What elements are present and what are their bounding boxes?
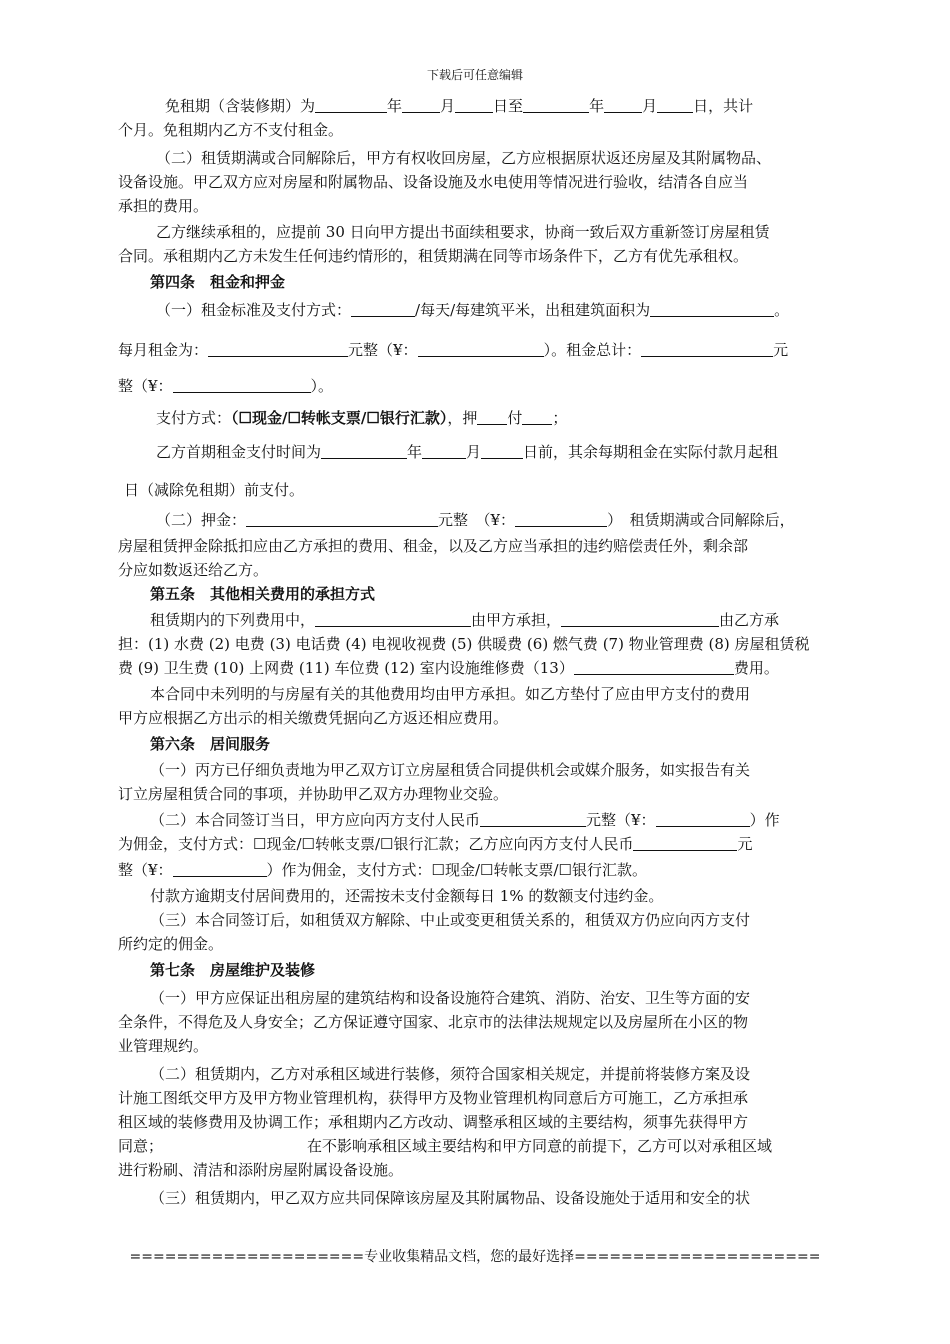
text-line: 合同。承租期内乙方未发生任何违约情形的，租赁期满在同等市场条件下，乙方有优先承租权。 [118,247,749,265]
section-heading: 第七条 房屋维护及装修 [150,961,316,979]
page-header: 下载后可任意编辑 [426,68,523,82]
text-line: （二）租赁期满或合同解除后，甲方有权收回房屋，乙方应根据原状返还房屋及其附属物品、 [156,149,772,167]
text-line: 订立房屋租赁合同的事项，并协助甲乙双方办理物业交验。 [118,785,509,803]
text-line: 整（¥： ）作为佣金，支付方式：☐现金/☐转帐支票/☐银行汇款。 [118,861,647,879]
section-heading: 第六条 居间服务 [150,735,271,753]
text-line: 支付方式：（☐现金/☐转帐支票/☐银行汇款），押 付 ； [156,409,568,427]
text-line: （二）押金： 元整 （¥： ） 租赁期满或合同解除后， [156,511,795,529]
text-line: 计施工图纸交甲方及甲方物业管理机构，获得甲方及物业管理机构同意后方可施工，乙方承担承 [118,1089,749,1107]
text-line: 甲方应根据乙方出示的相关缴费凭据向乙方返还相应费用。 [118,709,509,727]
text-line: 租赁期内的下列费用中， 由甲方承担， 由乙方承 [150,611,780,629]
section-heading: 第五条 其他相关费用的承担方式 [150,585,376,603]
text-line: 费 (9) 卫生费 (10) 上网费 (11) 车位费 (12) 室内设施维修费（13） 费用。 [118,659,779,677]
text-line: 分应如数返还给乙方。 [118,561,269,579]
text-line: （三）租赁期内，甲乙双方应共同保障该房屋及其附属物品、设备设施处于适用和安全的状 [150,1189,751,1207]
text-line: （一）租金标准及支付方式： /每天/每建筑平米，出租建筑面积为 。 [156,301,790,319]
page-footer: ====================专业收集精品文档，您的最好选择===================== [129,1249,821,1265]
text-line: 整（¥： ）。 [118,377,334,395]
text-line: 同意； 在不影响承租区域主要结构和甲方同意的前提下，乙方可以对承租区域 [118,1137,773,1155]
text-line: 付款方逾期支付居间费用的，还需按未支付金额每日 1% 的数额支付违约金。 [150,887,664,905]
text-line: 日（减除免租期）前支付。 [124,481,305,499]
text-line: 乙方继续承租的，应提前 30 日向甲方提出书面续租要求，协商一致后双方重新签订房屋租赁 [156,223,770,241]
text-line: 为佣金，支付方式：☐现金/☐转帐支票/☐银行汇款；乙方应向丙方支付人民币 元 [118,835,753,853]
text-line: 业管理规约。 [118,1037,209,1055]
text-line: （二）租赁期内，乙方对承租区域进行装修，须符合国家相关规定，并提前将装修方案及设 [150,1065,751,1083]
text-line: 房屋租赁押金除抵扣应由乙方承担的费用、租金，以及乙方应当承担的违约赔偿责任外，剩余部 [118,537,749,555]
text-line: 设备设施。甲乙双方应对房屋和附属物品、设备设施及水电使用等情况进行验收，结清各自应当 [118,173,749,191]
text-line: 全条件，不得危及人身安全；乙方保证遵守国家、北京市的法律法规规定以及房屋所在小区的物 [118,1013,749,1031]
text-line: 乙方首期租金支付时间为 年 月 日前，其余每期租金在实际付款月起租 [156,443,779,461]
text-line: （一）丙方已仔细负责地为甲乙双方订立房屋租赁合同提供机会或媒介服务，如实报告有关 [150,761,751,779]
text-line: 免租期（含装修期）为 年 月 日至 年 月 日，共计 [165,97,754,115]
text-line: （三）本合同签订后，如租赁双方解除、中止或变更租赁关系的，租赁双方仍应向丙方支付 [150,911,751,929]
text-line: （二）本合同签订当日，甲方应向丙方支付人民币 元整（¥： ）作 [150,811,780,829]
text-line: 租区域的装修费用及协调工作；承租期内乙方改动、调整承租区域的主要结构，须事先获得甲方 [118,1113,749,1131]
text-line: （一）甲方应保证出租房屋的建筑结构和设备设施符合建筑、消防、治安、卫生等方面的安 [150,989,751,1007]
text-line: 承担的费用。 [118,197,209,215]
text-line: 所约定的佣金。 [118,935,224,953]
text-line: 进行粉刷、清洁和添附房屋附属设备设施。 [118,1161,404,1179]
text-line: 担：(1) 水费 (2) 电费 (3) 电话费 (4) 电视收视费 (5) 供暖费 (6) 燃气费 (7) 物业管理费 (8) 房屋租赁税 [118,635,810,653]
text-line: 个月。免租期内乙方不支付租金。 [118,121,344,139]
text-line: 本合同中未列明的与房屋有关的其他费用均由甲方承担。如乙方垫付了应由甲方支付的费用 [150,685,751,703]
section-heading: 第四条 租金和押金 [150,273,286,291]
text-line: 每月租金为： 元整（¥： ）。租金总计： 元 [118,341,789,359]
